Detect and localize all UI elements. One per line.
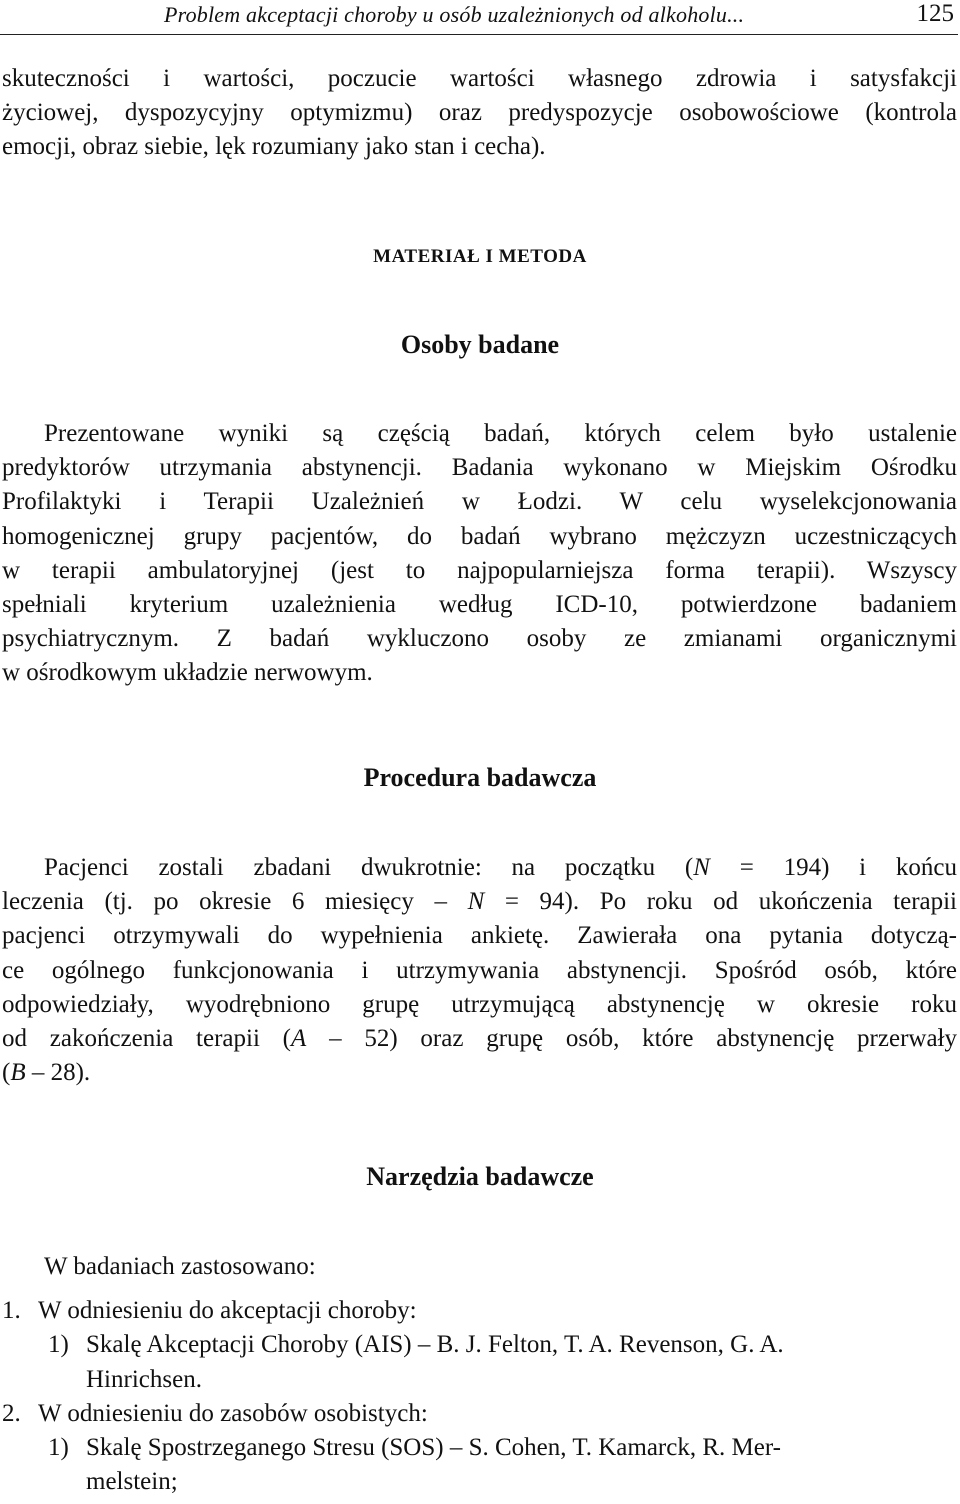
text-line: odpowiedziały, wyodrębniono grupę utrzymującą abstynencję w okresie roku — [2, 990, 957, 1018]
paragraph-procedura — [2, 851, 957, 1090]
text-line: od zakończenia terapii (A – 52) oraz grupę osób, które abstynencję przerwały — [2, 1025, 957, 1053]
tools-list — [2, 1250, 957, 1499]
text-line: pacjenci otrzymywali do wypełnienia ankietę. Zawierała ona pytania dotyczą- — [2, 922, 957, 950]
text-line: Prezentowane wyniki są częścią badań, których celem było ustalenie — [44, 420, 957, 447]
subsection-heading-osoby: Osoby badane — [400, 330, 560, 359]
text-line: życiowej, dyspozycyjny optymizmu) oraz predyspozycje osobowościowe (kontrola — [2, 99, 957, 127]
subsection-heading-procedura: Procedura badawcza — [363, 763, 597, 792]
list-intro: W badaniach zastosowano: — [44, 1253, 316, 1280]
text-line: predyktorów utrzymania abstynencji. Badania wykonano w Miejskim Ośrodku — [2, 454, 957, 482]
text-line: Profilaktyki i Terapii Uzależnień w Łodzi. W celu wyselekcjonowania — [2, 488, 957, 516]
text-line: ce ogólnego funkcjonowania i utrzymywania abstynencji. Spośród osób, które — [2, 956, 957, 984]
running-title: Problem akceptacji choroby u osób uzależnionych od alkoholu... — [164, 2, 745, 27]
text-line: emocji, obraz siebie, lęk rozumiany jako stan i cecha). — [2, 133, 546, 161]
running-header — [0, 0, 958, 34]
section-heading: MATERIAŁ I METODA — [373, 246, 587, 267]
text-line: psychiatrycznym. Z badań wykluczono osoby ze zmianami organicznymi — [2, 625, 957, 653]
list-item: 1) Skalę Spostrzeganego Stresu (SOS) – S. Cohen, T. Kamarck, R. Mer- — [48, 1434, 781, 1462]
text-line: spełniali kryterium uzależnienia według ICD-10, potwierdzone badaniem — [2, 591, 957, 619]
intro-paragraph — [2, 62, 957, 165]
text-line: (B – 28). — [2, 1059, 91, 1087]
list-item: 1) Skalę Akceptacji Choroby (AIS) – B. J. Felton, T. A. Revenson, G. A. — [48, 1331, 784, 1359]
text-line: leczenia (tj. po okresie 6 miesięcy – N = 94). Po roku od ukończenia terapii — [2, 888, 958, 916]
list-item-continuation: melstein; — [86, 1468, 178, 1496]
list-item: 1. W odniesieniu do akceptacji choroby: — [2, 1297, 417, 1325]
text-line: homogenicznej grupy pacjentów, do badań wybrano mężczyzn uczestniczących — [2, 522, 957, 550]
list-item: 2. W odniesieniu do zasobów osobistych: — [2, 1399, 428, 1427]
page-number: 125 — [916, 0, 954, 27]
text-line: w terapii ambulatoryjnej (jest to najpopularniejsza forma terapii). Wszyscy — [2, 556, 957, 584]
subsection-heading-narzedzia: Narzędzia badawcze — [366, 1162, 594, 1191]
list-item-continuation: Hinrichsen. — [86, 1365, 202, 1393]
header-rule — [0, 34, 958, 35]
text-line: w ośrodkowym układzie nerwowym. — [2, 659, 373, 687]
paragraph-osoby-badane — [2, 417, 957, 691]
text-line: Pacjenci zostali zbadani dwukrotnie: na początku (N = 194) i końcu — [44, 854, 957, 881]
text-line: skuteczności i wartości, poczucie wartości własnego zdrowia i satysfakcji — [2, 65, 957, 92]
